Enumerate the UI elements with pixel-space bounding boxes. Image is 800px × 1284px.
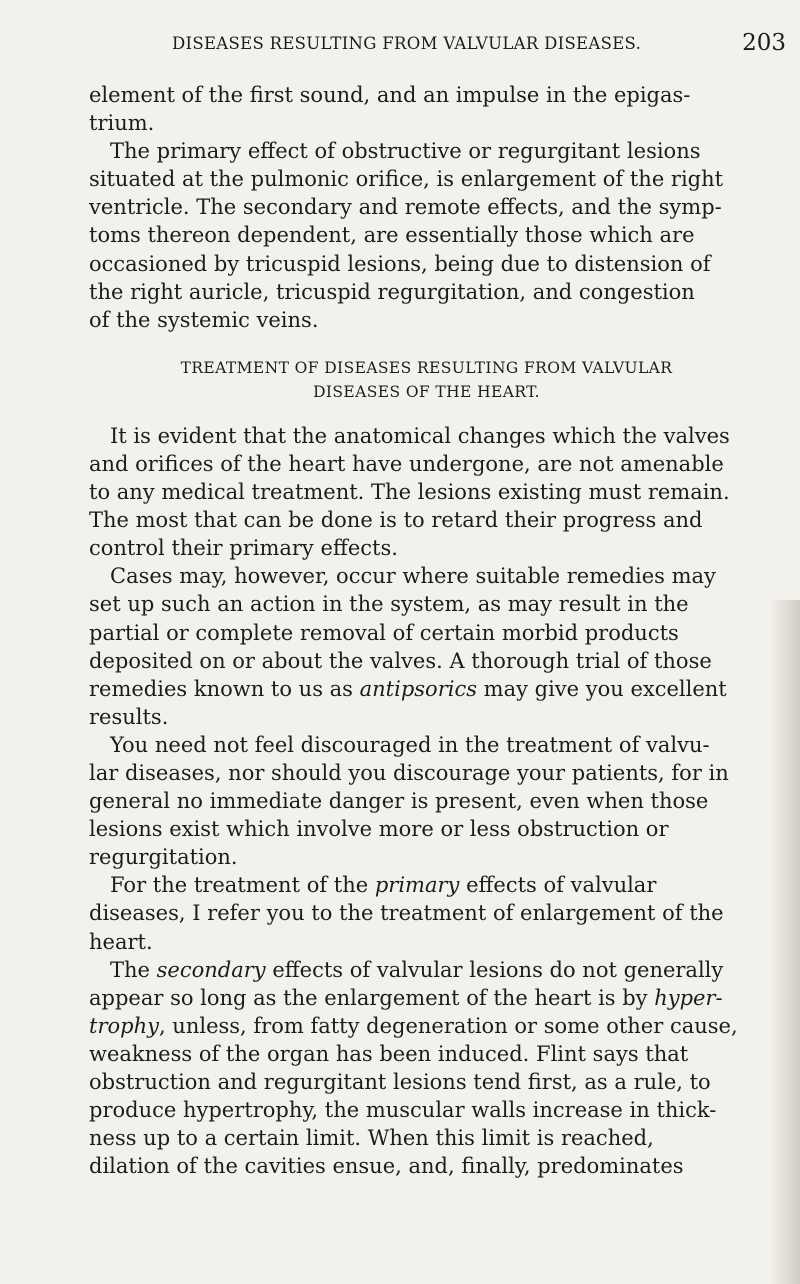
text-line: lesions exist which involve more or less obstruction or	[89, 817, 669, 842]
text-line	[89, 871, 792, 899]
page-body	[89, 81, 792, 1180]
text-line	[89, 984, 792, 1012]
text-line: element of the first sound, and an impulse in the epigas-	[89, 83, 691, 107]
italic-term: antipsorics	[359, 676, 477, 701]
running-head: DISEASES RESULTING FROM VALVULAR DISEASES.	[172, 34, 642, 53]
text-line: lar diseases, nor should you discourage your patients, for in	[89, 760, 729, 785]
page-header	[172, 30, 786, 58]
page-number: 203	[742, 30, 786, 56]
text-line: control their primary effects.	[89, 536, 398, 561]
text-line: set up such an action in the system, as may result in the	[89, 592, 689, 617]
text-line: ventricle. The secondary and remote effects, and the symp-	[89, 195, 722, 220]
text-line: You need not feel discouraged in the treatment of valvu-	[110, 732, 710, 757]
text-line: heart.	[89, 929, 153, 954]
section-gap	[89, 404, 792, 422]
text-line: The most that can be done is to retard their progress and	[89, 508, 703, 533]
text-line: to any medical treatment. The lesions existing must remain.	[89, 480, 730, 505]
text-line: trium.	[89, 111, 155, 136]
text-line: The primary effect of obstructive or regurgitant lesions	[110, 139, 701, 164]
text-run: effects of valvular	[459, 873, 657, 898]
text-line: weakness of the organ has been induced. Flint says that	[89, 1041, 689, 1066]
text-line: regurgitation.	[89, 845, 238, 870]
text-run: effects of valvular lesions do not generally	[265, 957, 724, 982]
text-line: ness up to a certain limit. When this limit is reached,	[89, 1126, 654, 1151]
section-gap	[89, 334, 792, 356]
text-line: occasioned by tricuspid lesions, being due to distension of	[89, 251, 711, 276]
text-run: For the treatment of the	[110, 873, 375, 898]
italic-term: hyper-	[654, 985, 723, 1010]
italic-term: secondary	[156, 957, 266, 982]
text-run: , unless, from fatty degeneration or some other cause,	[158, 1013, 738, 1038]
text-line: and orifices of the heart have undergone, are not amenable	[89, 451, 724, 476]
text-line: partial or complete removal of certain morbid products	[89, 620, 679, 645]
text-run: may give you excellent	[476, 676, 727, 701]
text-line: dilation of the cavities ensue, and, finally, predominates	[89, 1154, 684, 1179]
text-line: general no immediate danger is present, even when those	[89, 789, 709, 814]
text-line: It is evident that the anatomical changes which the valves	[110, 423, 730, 448]
text-run: remedies known to us as	[89, 676, 360, 701]
text-line: situated at the pulmonic orifice, is enlargement of the right	[89, 167, 724, 192]
italic-term: primary	[374, 873, 460, 898]
text-line: the right auricle, tricuspid regurgitation, and congestion	[89, 279, 695, 304]
section-heading-line-2: DISEASES OF THE HEART.	[313, 382, 540, 401]
text-run: appear so long as the enlargement of the heart is by	[89, 985, 655, 1010]
text-line: results.	[89, 704, 169, 729]
text-line	[89, 675, 792, 703]
text-line: Cases may, however, occur where suitable remedies may	[110, 564, 716, 589]
text-line: toms thereon dependent, are essentially those which are	[89, 223, 695, 248]
italic-term: trophy	[89, 1013, 159, 1038]
text-line: obstruction and regurgitant lesions tend first, as a rule, to	[89, 1070, 711, 1094]
section-heading-line-1: TREATMENT OF DISEASES RESULTING FROM VALVULAR	[180, 358, 673, 377]
text-line: deposited on or about the valves. A thorough trial of those	[89, 648, 712, 673]
text-run: The	[110, 957, 157, 982]
text-line	[89, 1012, 792, 1040]
text-line	[89, 956, 792, 984]
text-line: of the systemic veins.	[89, 307, 319, 332]
text-line: diseases, I refer you to the treatment of enlargement of the	[89, 901, 724, 926]
text-line: produce hypertrophy, the muscular walls increase in thick-	[89, 1098, 717, 1123]
